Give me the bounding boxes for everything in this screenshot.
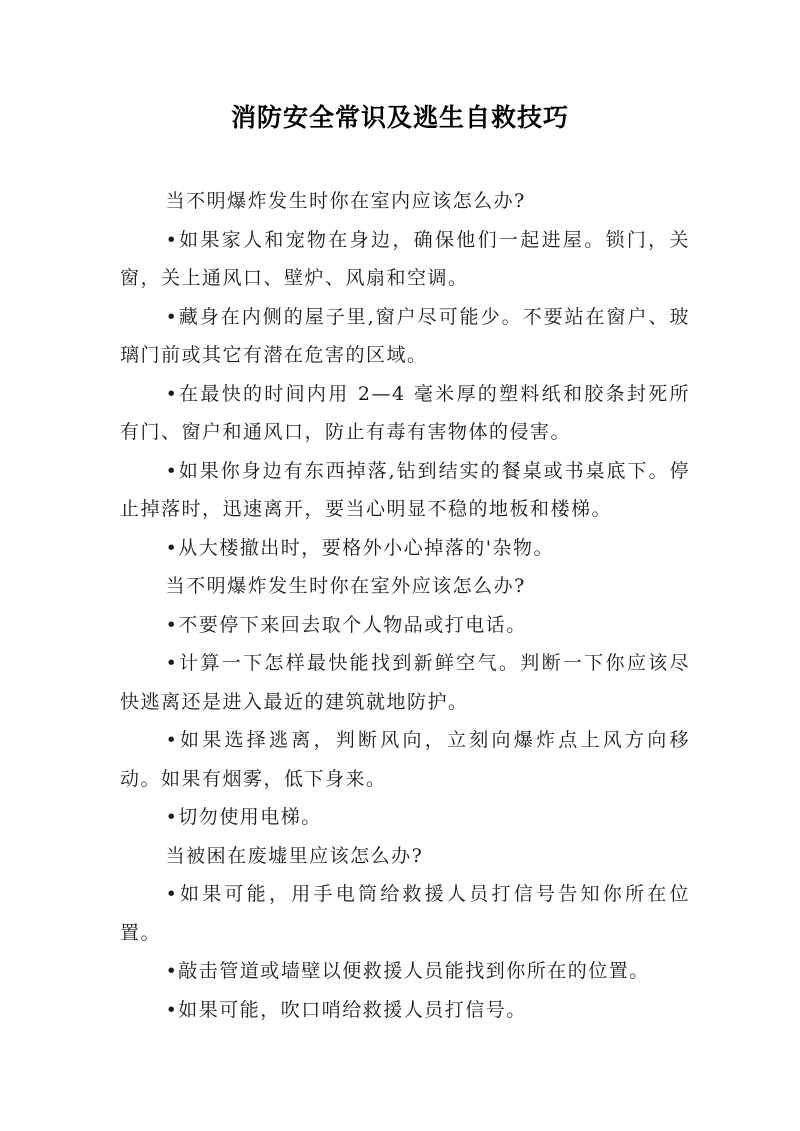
- paragraph: •如果家人和宠物在身边，确保他们一起进屋。锁门，关窗，关上通风口、壁炉、风扇和空调。: [120, 228, 690, 289]
- paragraph: •切勿使用电梯。: [165, 806, 322, 828]
- paragraph: •从大楼撤出时，要格外小心掉落的'杂物。: [165, 536, 555, 559]
- document-body: [120, 182, 690, 1029]
- paragraph: 当不明爆炸发生时你在室外应该怎么办?: [165, 575, 526, 597]
- paragraph: •藏身在内侧的屋子里,窗户尽可能少。不要站在窗户、玻璃门前或其它有潜在危害的区域。: [120, 305, 690, 366]
- paragraph: •如果你身边有东西掉落,钻到结实的餐桌或书桌底下。停止掉落时，迅速离开，要当心明显不稳的地板和楼梯。: [120, 459, 690, 520]
- paragraph: •如果可能，吹口哨给救援人员打信号。: [165, 998, 527, 1021]
- paragraph: •不要停下来回去取个人物品或打电话。: [165, 613, 527, 636]
- paragraph: •如果选择逃离，判断风向，立刻向爆炸点上风方向移动。如果有烟雾，低下身来。: [120, 729, 690, 790]
- document-title: 消防安全常识及逃生自救技巧: [230, 103, 569, 132]
- paragraph: •敲击管道或墙壁以便救援人员能找到你所在的位置。: [165, 960, 650, 982]
- paragraph: 当不明爆炸发生时你在室内应该怎么办?: [165, 190, 526, 212]
- paragraph: •如果可能，用手电筒给救援人员打信号告知你所在位置。: [120, 883, 690, 944]
- paragraph: •在最快的时间内用 2—4 毫米厚的塑料纸和胶条封死所有门、窗户和通风口，防止有毒有害物体的侵害。: [120, 382, 690, 443]
- paragraph: 当被困在废墟里应该怎么办?: [165, 844, 424, 867]
- paragraph: •计算一下怎样最快能找到新鲜空气。判断一下你应该尽快逃离还是进入最近的建筑就地防护。: [120, 652, 690, 713]
